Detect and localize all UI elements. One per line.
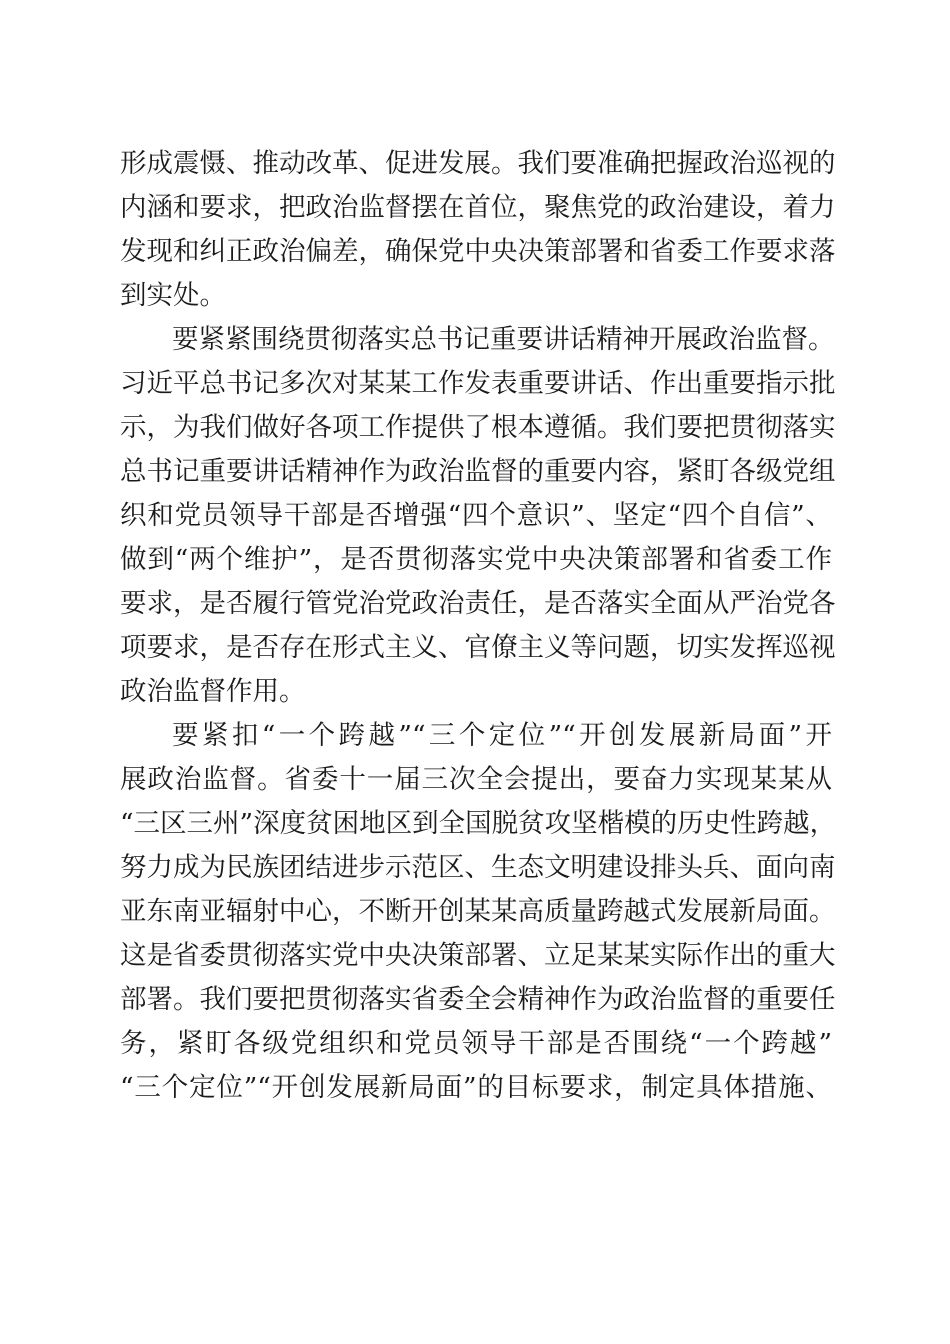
text-line: “三个定位”“开创发展新局面”的目标要求，制定具体措施、: [120, 1072, 832, 1103]
text-line: 努力成为民族团结进步示范区、生态文明建设排头兵、面向南: [120, 852, 836, 883]
text-line: 发现和纠正政治偏差，确保党中央决策部署和省委工作要求落: [120, 236, 836, 267]
text-line: 织和党员领导干部是否增强“四个意识”、坚定“四个自信”、: [120, 500, 832, 531]
paragraph-heading-line: 要紧紧围绕贯彻落实总书记重要讲话精神开展政治监督。: [172, 324, 835, 355]
text-line: 要求，是否履行管党治党政治责任，是否落实全面从严治党各: [120, 588, 836, 619]
text-line: 部署。我们要把贯彻落实省委全会精神作为政治监督的重要任: [120, 984, 836, 1015]
text-line: 到实处。: [120, 280, 226, 311]
paragraph-heading-line: 要紧扣“一个跨越”“三个定位”“开创发展新局面”开: [172, 720, 832, 751]
text-line: 政治监督作用。: [120, 676, 306, 707]
text-line: 内涵和要求，把政治监督摆在首位，聚焦党的政治建设，着力: [120, 192, 836, 223]
text-line: 形成震慑、推动改革、促进发展。我们要准确把握政治巡视的: [120, 148, 836, 179]
text-line: 展政治监督。省委十一届三次全会提出，要奋力实现某某从: [120, 764, 832, 795]
text-line: 项要求，是否存在形式主义、官僚主义等问题，切实发挥巡视: [120, 632, 836, 663]
text-line: 这是省委贯彻落实党中央决策部署、立足某某实际作出的重大: [120, 940, 836, 971]
text-line: 示，为我们做好各项工作提供了根本遵循。我们要把贯彻落实: [120, 412, 836, 443]
text-line: “三区三州”深度贫困地区到全国脱贫攻坚楷模的历史性跨越，: [120, 808, 837, 839]
text-line: 习近平总书记多次对某某工作发表重要讲话、作出重要指示批: [120, 368, 836, 399]
text-line: 做到“两个维护”，是否贯彻落实党中央决策部署和省委工作: [120, 544, 832, 575]
text-line: 总书记重要讲话精神作为政治监督的重要内容，紧盯各级党组: [120, 456, 836, 487]
text-line: 亚东南亚辐射中心，不断开创某某高质量跨越式发展新局面。: [120, 896, 836, 927]
text-line: 务，紧盯各级党组织和党员领导干部是否围绕“一个跨越”: [120, 1028, 832, 1059]
